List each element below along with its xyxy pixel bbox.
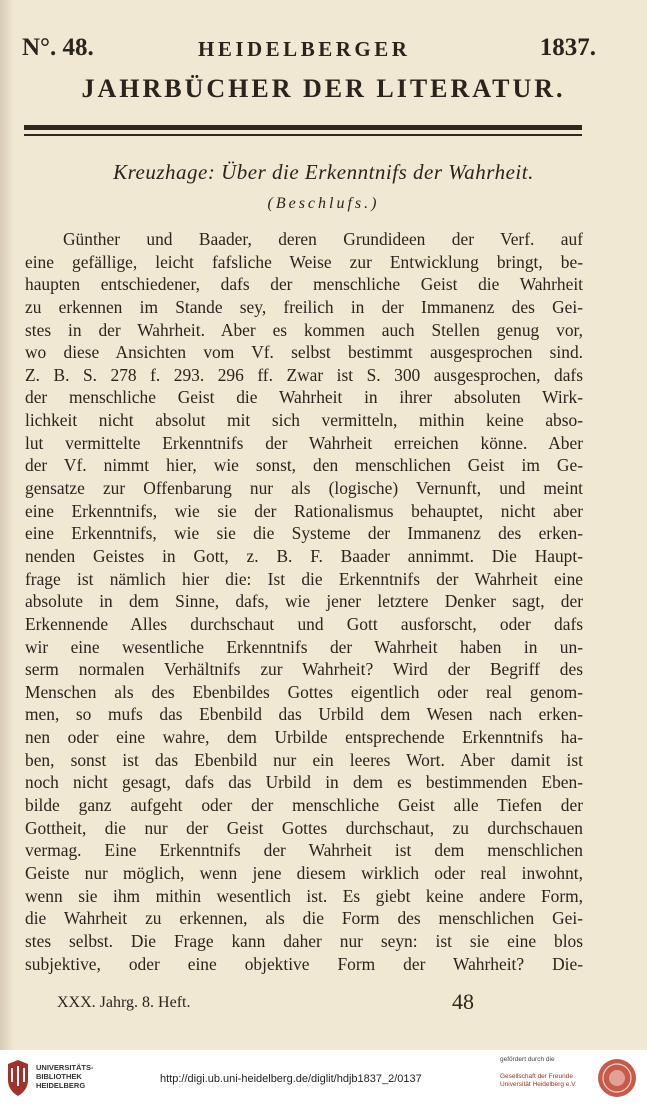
library-name-line: UNIVERSITÄTS-	[36, 1063, 94, 1072]
sponsor-name-line: Gesellschaft der Freunde	[500, 1072, 573, 1080]
text-line: wo diese Ansichten vom Vf. selbst bestimmt ausgesprochen sind.	[25, 342, 583, 363]
sponsor-intro: gefördert durch die	[500, 1056, 555, 1063]
text-line: haupten entschiedener, dafs der menschliche Geist die Wahrheit	[25, 274, 583, 295]
sponsor-name-line: Universität Heidelberg e.V.	[500, 1081, 577, 1088]
text-line: stes selbst. Die Frage kann daher nur seyn: ist sie eine blos	[25, 930, 583, 951]
text-line: nen oder eine wahre, dem Urbilde entsprechende Erkenntnifs ha-	[25, 727, 583, 748]
text-line: die Wahrheit zu erkennen, als die Form des menschlichen Gei-	[25, 908, 583, 929]
text-line: absolute in dem Sinne, dafs, wie jener letztere Denker sagt, der	[25, 591, 583, 612]
signature-mark: XXX. Jahrg. 8. Heft.	[57, 994, 191, 1011]
article-subtitle: (Beschlufs.)	[267, 195, 380, 212]
permalink-url[interactable]: http://digi.ub.uni-heidelberg.de/diglit/hdjb1837_2/0137	[160, 1073, 422, 1085]
text-line: Z. B. S. 278 f. 293. 296 ff. Zwar ist S. 300 ausgesprochen, dafs	[25, 364, 583, 385]
text-line: serm normalen Verhältnifs zur Wahrheit? Wird der Begriff des	[25, 659, 583, 680]
text-line: eine gefällige, leicht fafsliche Weise zur Entwicklung bringt, be-	[25, 251, 583, 272]
text-line: bilde ganz aufgeht oder der menschliche Geist alle Tiefen der	[25, 795, 583, 816]
article-title: Kreuzhage: Über die Erkenntnifs der Wahrheit.	[113, 160, 534, 184]
text-line: wir eine wesentliche Erkenntnifs der Wahrheit haben in un-	[25, 636, 583, 657]
text-line: frage ist nämlich hier die: Ist die Erkenntnifs der Wahrheit eine	[25, 568, 583, 589]
text-line: eine Erkenntnifs, wie sie der Rationalismus behauptet, nicht aber	[25, 500, 583, 521]
library-name-line: BIBLIOTHEK	[36, 1072, 82, 1081]
issue-number: N°. 48.	[22, 34, 94, 61]
university-library-logo-icon[interactable]	[6, 1060, 30, 1096]
text-line: zu erkennen im Stande sey, freilich in der Immanenz des Gei-	[25, 296, 583, 317]
text-line: stes in der Wahrheit. Aber es kommen auch Stellen genug vor,	[25, 319, 583, 340]
text-line: Geiste nur möglich, wenn jene diesem wirklich oder real inwohnt,	[25, 862, 583, 883]
sponsor-note[interactable]	[500, 1056, 577, 1090]
university-library-name[interactable]	[36, 1063, 94, 1090]
viewer-footer-bar	[0, 1050, 647, 1105]
journal-name: HEIDELBERGER	[198, 37, 411, 61]
page-number: 48	[452, 989, 474, 1014]
text-line: der Vf. nimmt hier, wie sonst, den menschlichen Geist im Ge-	[25, 455, 583, 476]
text-line: lut vermittelte Erkenntnifs der Wahrheit erreichen könne. Aber	[25, 432, 583, 453]
text-line: wenn sie ihm mithin wesentlich ist. Es giebt keine andere Form,	[25, 885, 583, 906]
page-edge-shadow	[0, 0, 14, 1050]
text-line: men, so mufs das Ebenbild das Urbild dem Wesen nach erken-	[25, 704, 583, 725]
header-rule-thick	[24, 125, 582, 130]
text-line: Günther und Baader, deren Grundideen der Verf. auf	[63, 229, 583, 249]
journal-title: JAHRBÜCHER DER LITERATUR.	[81, 74, 566, 103]
university-seal-icon[interactable]	[597, 1058, 637, 1098]
journal-year: 1837.	[539, 34, 596, 61]
text-line: noch nicht gesagt, dafs das Urbild in dem es bestimmenden Eben-	[25, 772, 583, 793]
text-line: Erkennende Alles durchschaut und Gott ausforscht, oder dafs	[25, 613, 583, 634]
text-line: Menschen als des Ebenbildes Gottes eigentlich oder real genom-	[25, 681, 583, 702]
text-line: gensatze zur Offenbarung nur als (logische) Vernunft, und meint	[25, 478, 583, 499]
text-line: vermag. Eine Erkenntnifs der Wahrheit ist dem menschlichen	[25, 840, 583, 861]
body-text	[25, 228, 583, 975]
text-line: eine Erkenntnifs, wie sie die Systeme der Immanenz des erken-	[25, 523, 583, 544]
text-line: ben, sonst ist das Ebenbild nur ein leeres Wort. Aber damit ist	[25, 749, 583, 770]
running-header	[22, 34, 596, 64]
library-name-line: HEIDELBERG	[36, 1081, 86, 1090]
text-line: nenden Geistes in Gott, z. B. F. Baader annimmt. Die Haupt-	[25, 545, 583, 566]
text-line: der menschliche Geist die Wahrheit in ihrer absoluten Wirk-	[25, 387, 583, 408]
text-line: Gottheit, die nur der Geist Gottes durchschaut, zu durchschauen	[25, 817, 583, 838]
text-line: subjektive, oder eine objektive Form der Wahrheit? Die-	[25, 953, 583, 974]
header-rule-thin	[24, 134, 582, 136]
text-line: lichkeit nicht absolut mit sich vermitteln, mithin keine abso-	[25, 410, 583, 431]
